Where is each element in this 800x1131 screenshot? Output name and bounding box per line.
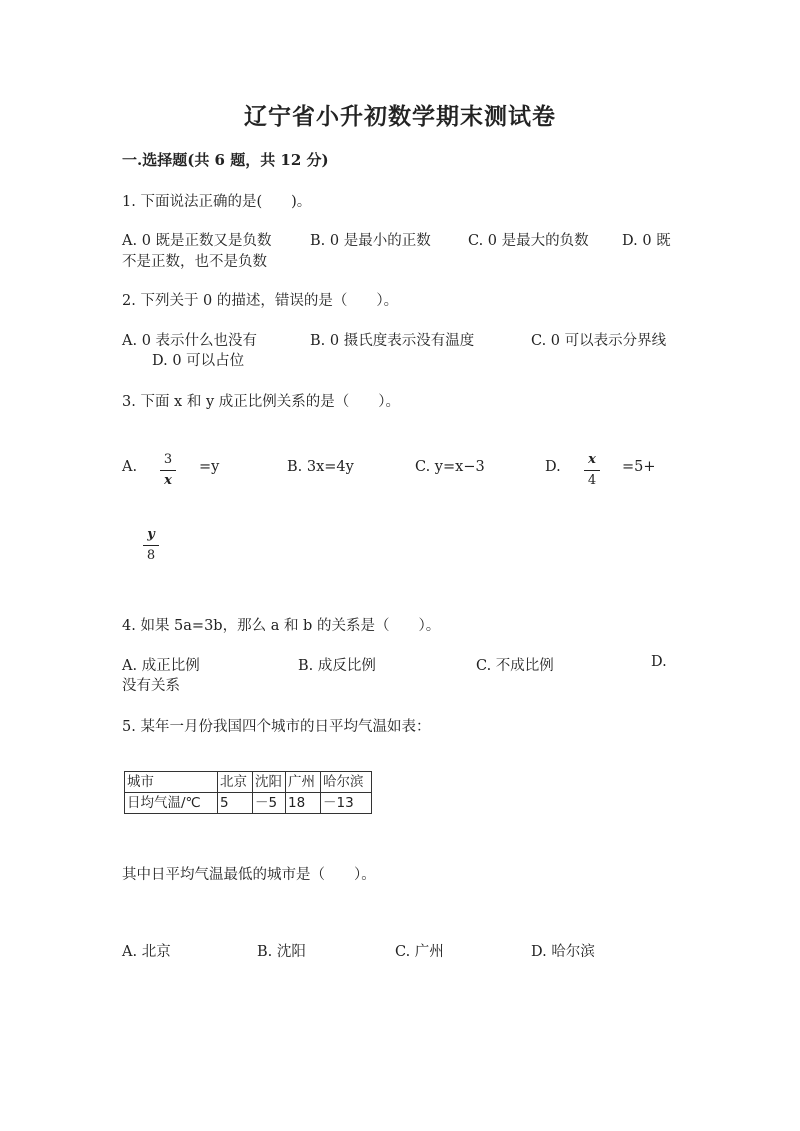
q5-stem: 5. 某年一月份我国四个城市的日平均气温如表：	[122, 719, 431, 735]
table-cell: 城市	[125, 772, 218, 793]
q4-option-c: C. 不成比例	[476, 658, 554, 674]
q4-option-b: B. 成反比例	[298, 658, 376, 674]
fraction-denominator: 4	[587, 473, 597, 488]
q5-option-c: C. 广州	[395, 944, 444, 960]
table-cell: 广州	[286, 772, 321, 793]
table-cell: 沈阳	[253, 772, 286, 793]
q4-stem: 4. 如果 5a=3b，那么 a 和 b 的关系是（ ）。	[122, 618, 441, 634]
q2-option-b: B. 0 摄氏度表示没有温度	[310, 333, 475, 349]
q4-option-d: D.	[651, 654, 667, 670]
fraction-bar	[584, 470, 600, 471]
q4-option-d-continued: 没有关系	[122, 678, 180, 694]
q3-option-d-fraction	[584, 452, 600, 489]
fraction-denominator: 8	[146, 548, 156, 563]
q3-option-b: B. 3x=4y	[287, 459, 354, 475]
table-cell: 哈尔滨	[321, 772, 372, 793]
q1-option-a: A. 0 既是正数又是负数	[122, 233, 272, 249]
q5-option-d: D. 哈尔滨	[531, 944, 595, 960]
q5-option-a: A. 北京	[122, 944, 171, 960]
q1-option-d-continued: 不是正数，也不是负数	[122, 254, 267, 270]
table-row	[125, 793, 372, 814]
table-cell: －5	[253, 793, 286, 814]
fraction-numerator: x	[588, 452, 596, 467]
q2-option-a: A. 0 表示什么也没有	[122, 333, 258, 349]
q3-option-a-tail: =y	[199, 459, 220, 475]
q5-ask: 其中日平均气温最低的城市是（ ）。	[122, 867, 376, 883]
q3-option-c: C. y=x−3	[415, 459, 485, 475]
q2-option-c: C. 0 可以表示分界线	[531, 333, 667, 349]
fraction-denominator: x	[164, 473, 172, 488]
fraction-bar	[160, 470, 176, 471]
table-cell: 18	[286, 793, 321, 814]
q1-option-b: B. 0 是最小的正数	[310, 233, 431, 249]
q3-option-d-fraction-2	[143, 527, 159, 564]
q1-option-d: D. 0 既	[622, 233, 671, 249]
q3-option-d-label: D.	[545, 459, 561, 475]
table-cell: 北京	[218, 772, 253, 793]
q2-option-d: D. 0 可以占位	[152, 353, 245, 369]
table-cell: 日均气温/℃	[125, 793, 218, 814]
q4-option-a: A. 成正比例	[122, 658, 200, 674]
section-heading: 一.选择题(共 6 题，共 12 分)	[122, 151, 329, 169]
q3-option-a-label: A.	[122, 459, 138, 475]
q3-option-d-tail: =5+	[622, 459, 656, 475]
q3-option-a-fraction	[160, 452, 176, 489]
table-cell: －13	[321, 793, 372, 814]
q2-stem: 2. 下列关于 0 的描述，错误的是（ ）。	[122, 293, 399, 309]
q1-stem: 1. 下面说法正确的是( )。	[122, 194, 312, 210]
temperature-table	[124, 771, 372, 814]
q1-option-c: C. 0 是最大的负数	[468, 233, 589, 249]
q3-stem: 3. 下面 x 和 y 成正比例关系的是（ ）。	[122, 394, 400, 410]
q5-option-b: B. 沈阳	[257, 944, 306, 960]
fraction-numerator: y	[147, 527, 155, 542]
table-row	[125, 772, 372, 793]
fraction-bar	[143, 545, 159, 546]
fraction-numerator: 3	[163, 452, 173, 467]
page-title: 辽宁省小升初数学期末测试卷	[244, 103, 556, 130]
table-cell: 5	[218, 793, 253, 814]
